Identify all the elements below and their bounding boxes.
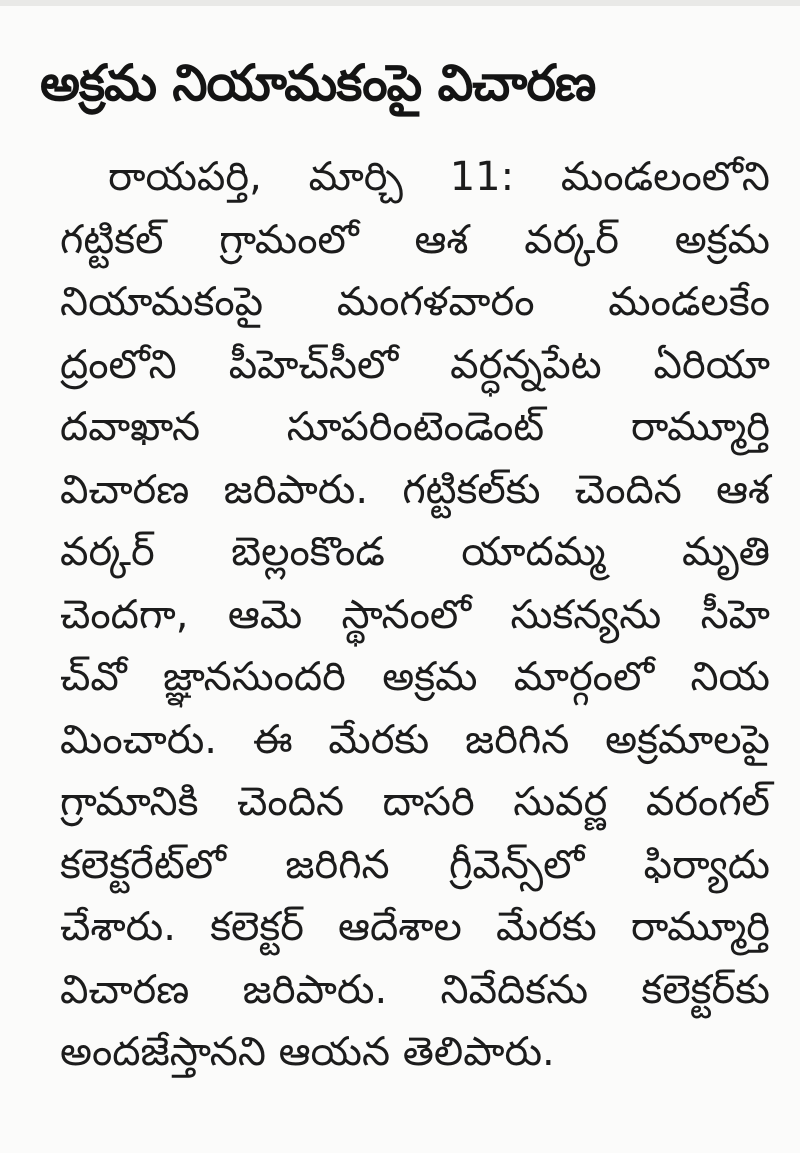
body-line: గ్రామానికి చెందిన దాసరి సువర్ణ వరంగల్ [60,779,770,825]
body-line: విచారణ జరిపారు. నివేదికను కలెక్టర్‌కు [60,966,770,1013]
body-line: గట్టికల్ గ్రామంలో ఆశ వర్కర్ అక్రమ [60,216,770,263]
body-line: చ్‌వో జ్ఞానసుందరి అక్రమ మార్గంలో నియ [60,654,770,700]
body-line: రాయపర్తి, మార్చి 11: మండలంలోని [108,154,770,200]
body-line: విచారణ జరిపారు. గట్టికల్‌కు చెందిన ఆశ [60,466,770,513]
body-line: చెందగా, ఆమె స్థానంలో సుకన్యను సీహె [60,591,770,638]
body-line: నియామకంపై మంగళవారం మండలకేం [60,279,770,325]
body-line: దవాఖాన సూపరింటెండెంట్ రామ్మూర్తి [60,404,770,450]
body-line: వర్కర్ బెల్లంకొండ యాదమ్మ మృతి [60,529,770,575]
body-line: ద్రంలోని పీహెచ్‌సీలో వర్ధన్నపేట ఏరియా [60,341,770,388]
body-line: చేశారు. కలెక్టర్ ఆదేశాల మేరకు రామ్మూర్తి [60,904,770,950]
article-body [60,146,770,1084]
top-rule [0,0,800,6]
body-line: కలెక్టరేట్‌లో జరిగిన గ్రీవెన్స్‌లో ఫిర్యాదు [60,841,770,888]
article-headline: అక్రమ నియామకంపై విచారణ [40,54,596,112]
body-line: మించారు. ఈ మేరకు జరిగిన అక్రమాలపై [60,716,770,763]
body-line: అందజేస్తానని ఆయన తెలిపారు. [60,1029,555,1075]
